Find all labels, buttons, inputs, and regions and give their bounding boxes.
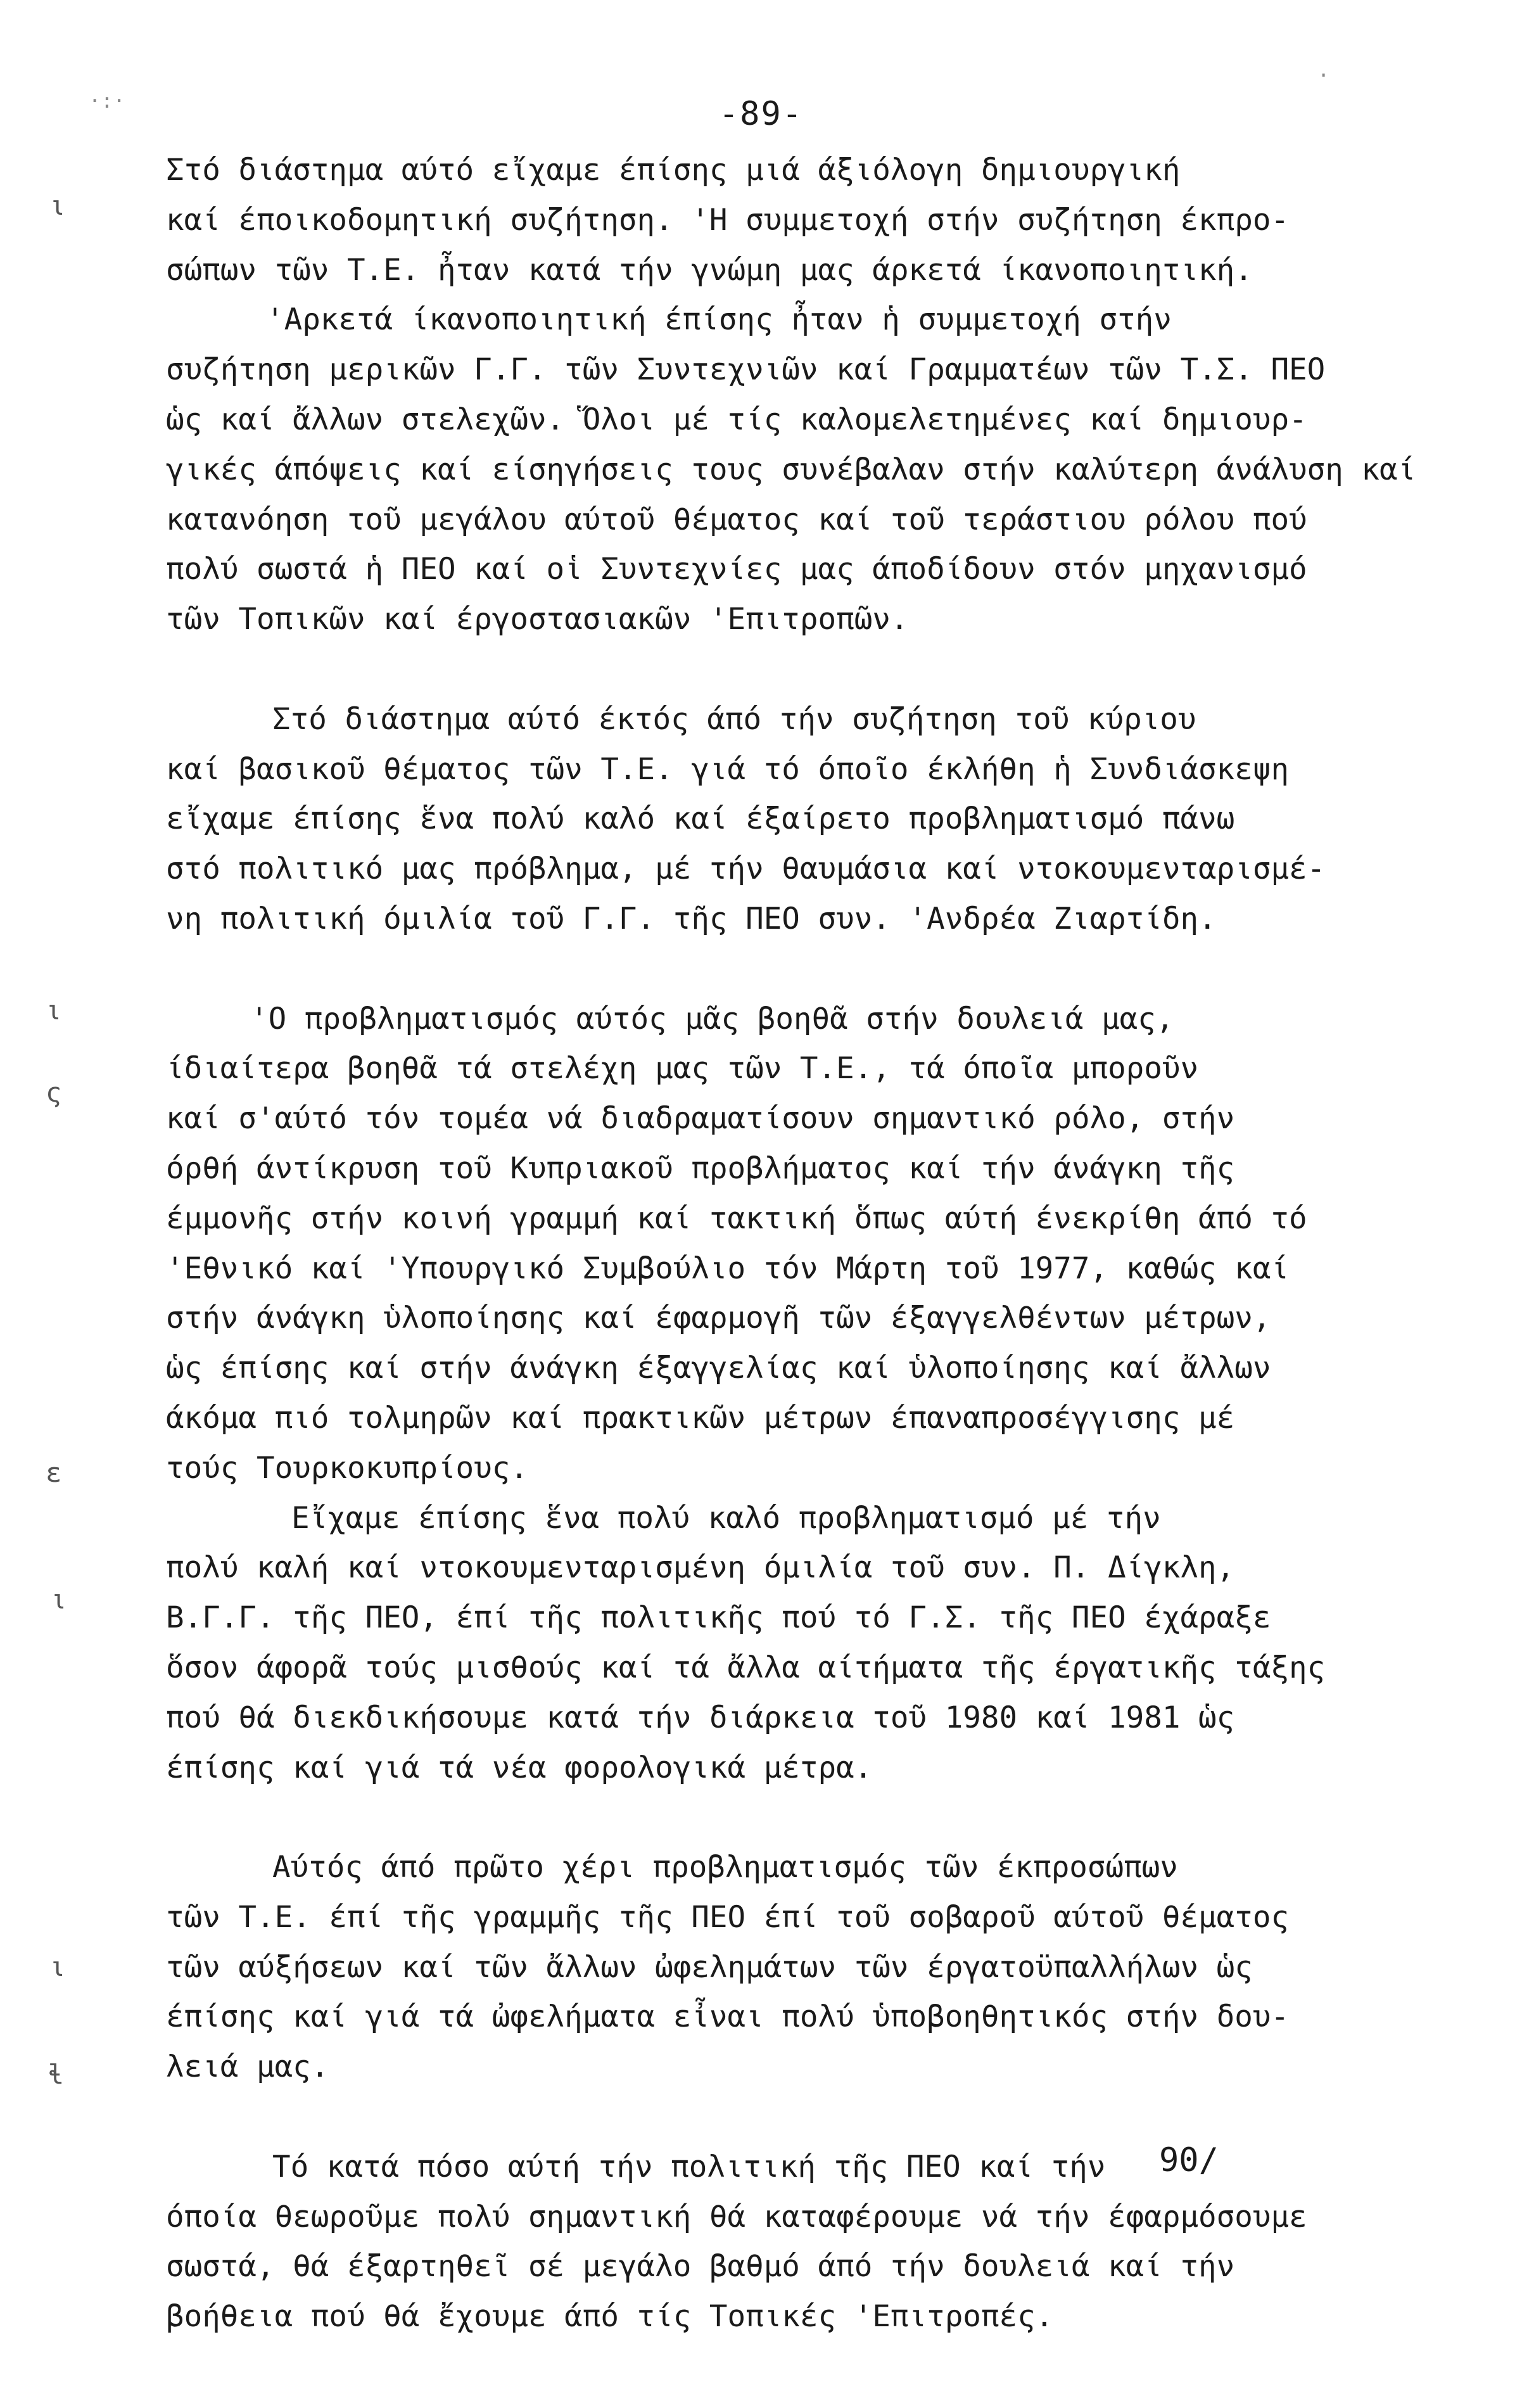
text-line: στήν άνάγκη ὑλοποίησης καί έφαρμογῆ τῶν έξαγγελθέντων μέτρων, [166, 1301, 1271, 1336]
text-line: Β.Γ.Γ. τῆς ΠΕΟ, έπί τῆς πολιτικῆς πού τό Γ.Σ. τῆς ΠΕΟ έχάραξε [166, 1600, 1271, 1636]
margin-mark: ε [46, 1457, 62, 1488]
text-line: γικές άπόψεις καί είσηγήσεις τους συνέβαλαν στήν καλύτερη άνάλυση καί [166, 452, 1416, 487]
text-line: πολύ καλή καί ντοκουμενταρισμένη όμιλία τοῦ συν. Π. Δίγκλη, [166, 1550, 1235, 1586]
text-line: στό πολιτικό μας πρόβλημα, μέ τήν θαυμάσια καί ντοκουμενταρισμέ- [166, 851, 1326, 887]
text-line: πού θά διεκδικήσουμε κατά τήν διάρκεια τοῦ 1980 καί 1981 ὡς [166, 1700, 1235, 1735]
paragraph [166, 295, 1416, 645]
scan-speck: · [1317, 63, 1330, 87]
text-line: έμμονῆς στήν κοινή γραμμή καί τακτική ὅπως αύτή ένεκρίθη άπό τό [166, 1201, 1307, 1236]
text-line: σωστά, θά έξαρτηθεῖ σέ μεγάλο βαθμό άπό τήν δουλειά καί τήν [166, 2249, 1235, 2284]
text-line: πολύ σωστά ἡ ΠΕΟ καί οἱ Συντεχνίες μας άποδίδουν στόν μηχανισμό [166, 552, 1307, 587]
text-line: όποία θεωροῦμε πολύ σημαντική θά καταφέρουμε νά τήν έφαρμόσουμε [166, 2199, 1307, 2234]
catchword: 90/ [1159, 2141, 1219, 2179]
text-line: εἴχαμε έπίσης ἕνα πολύ καλό καί έξαίρετο προβληματισμό πάνω [166, 801, 1235, 837]
scan-speck: ·:· [89, 89, 125, 113]
margin-mark: ι [46, 995, 62, 1026]
text-line: σώπων τῶν Τ.Ε. ἦταν κατά τήν γνώμη μας άρκετά ίκανοποιητική. [166, 252, 1253, 288]
text-line: τῶν αύξήσεων καί τῶν ἄλλων ὠφελημάτων τῶν έργατοϋπαλλήλων ὡς [166, 1949, 1253, 1985]
text-line: τῶν Τ.Ε. έπί τῆς γραμμῆς τῆς ΠΕΟ έπί τοῦ σοβαροῦ αύτοῦ θέματος [166, 1899, 1290, 1935]
text-line: Αύτός άπό πρῶτο χέρι προβληματισμός τῶν έκπροσώπων [272, 1850, 1178, 1885]
text-line: νη πολιτική όμιλία τοῦ Γ.Γ. τῆς ΠΕΟ συν. 'Ανδρέα Ζιαρτίδη. [166, 901, 1217, 936]
text-line: 'Ο προβληματισμός αύτός μᾶς βοηθᾶ στήν δουλειά μας, [250, 1001, 1174, 1036]
text-line: Στό διάστημα αύτό έκτός άπό τήν συζήτηση τοῦ κύριου [272, 701, 1196, 737]
text-line: έπίσης καί γιά τά ὠφελήματα εἶναι πολύ ὑποβοηθητικός στήν δου- [166, 1999, 1290, 2035]
paragraph [166, 695, 1407, 945]
text-line: κατανόηση τοῦ μεγάλου αύτοῦ θέματος καί τοῦ τεράστιου ρόλου πού [166, 502, 1307, 537]
text-line: τούς Τουρκοκυπρίους. [166, 1450, 528, 1486]
text-line: 'Αρκετά ίκανοποιητική έπίσης ἦταν ἡ συμμετοχή στήν [266, 302, 1172, 338]
text-line: ίδιαίτερα βοηθᾶ τά στελέχη μας τῶν Τ.Ε., τά όποῖα μποροῦν [166, 1051, 1199, 1086]
text-line: έπίσης καί γιά τά νέα φορολογικά μέτρα. [166, 1750, 873, 1785]
page-number: -89- [718, 95, 804, 133]
text-line: 'Εθνικό καί 'Υπουργικό Συμβούλιο τόν Μάρτη τοῦ 1977, καθώς καί [166, 1251, 1290, 1286]
text-line: ὡς καί ἄλλων στελεχῶν. Ὅλοι μέ τίς καλομελετημένες καί δημιουρ- [166, 402, 1307, 437]
text-line: καί έποικοδομητική συζήτηση. 'Η συμμετοχή στήν συζήτηση έκπρο- [166, 202, 1290, 238]
text-line: Εἴχαμε έπίσης ἕνα πολύ καλό προβληματισμό μέ τήν [291, 1500, 1161, 1536]
document-body [166, 146, 1416, 2342]
text-line: όρθή άντίκρυση τοῦ Κυπριακοῦ προβλήματος καί τήν άνάγκη τῆς [166, 1150, 1235, 1186]
text-line: άκόμα πιό τολμηρῶν καί πρακτικῶν μέτρων έπαναπροσέγγισης μέ [166, 1400, 1235, 1436]
text-line: Στό διάστημα αύτό εἴχαμε έπίσης μιά άξιόλογη δημιουργική [166, 153, 1181, 188]
margin-mark: ι [49, 1951, 66, 1982]
margin-mark: ι [49, 190, 66, 221]
margin-mark: ι [51, 1584, 67, 1615]
text-line: καί βασικοῦ θέματος τῶν Τ.Ε. γιά τό όποῖο έκλήθη ἡ Συνδιάσκεψη [166, 751, 1290, 787]
paragraph [166, 2143, 1407, 2342]
paragraph [166, 995, 1407, 1494]
text-line: καί σ'αύτό τόν τομέα νά διαδραματίσουν σημαντικό ρόλο, στήν [166, 1101, 1235, 1137]
text-line: συζήτηση μερικῶν Γ.Γ. τῶν Συντεχνιῶν καί Γραμματέων τῶν Τ.Σ. ΠΕΟ [166, 352, 1326, 388]
paragraph [166, 146, 1407, 295]
margin-mark: ɬ [48, 2059, 64, 2090]
margin-mark: ς [46, 1077, 62, 1108]
text-line: ὡς έπίσης καί στήν άνάγκη έξαγγελίας καί ὑλοποίησης καί ἄλλων [166, 1351, 1271, 1386]
text-line: λειά μας. [166, 2049, 329, 2085]
text-line: ὅσον άφορᾶ τούς μισθούς καί τά ἄλλα αίτήματα τῆς έργατικῆς τάξης [166, 1650, 1326, 1685]
paragraph [166, 1843, 1407, 2093]
text-line: τῶν Τοπικῶν καί έργοστασιακῶν 'Επιτροπῶν. [166, 602, 909, 637]
text-line: βοήθεια πού θά ἔχουμε άπό τίς Τοπικές 'Επιτροπές. [166, 2299, 1054, 2335]
paragraph [166, 1494, 1407, 1793]
text-line: Τό κατά πόσο αύτή τήν πολιτική τῆς ΠΕΟ καί τήν [272, 2149, 1106, 2184]
